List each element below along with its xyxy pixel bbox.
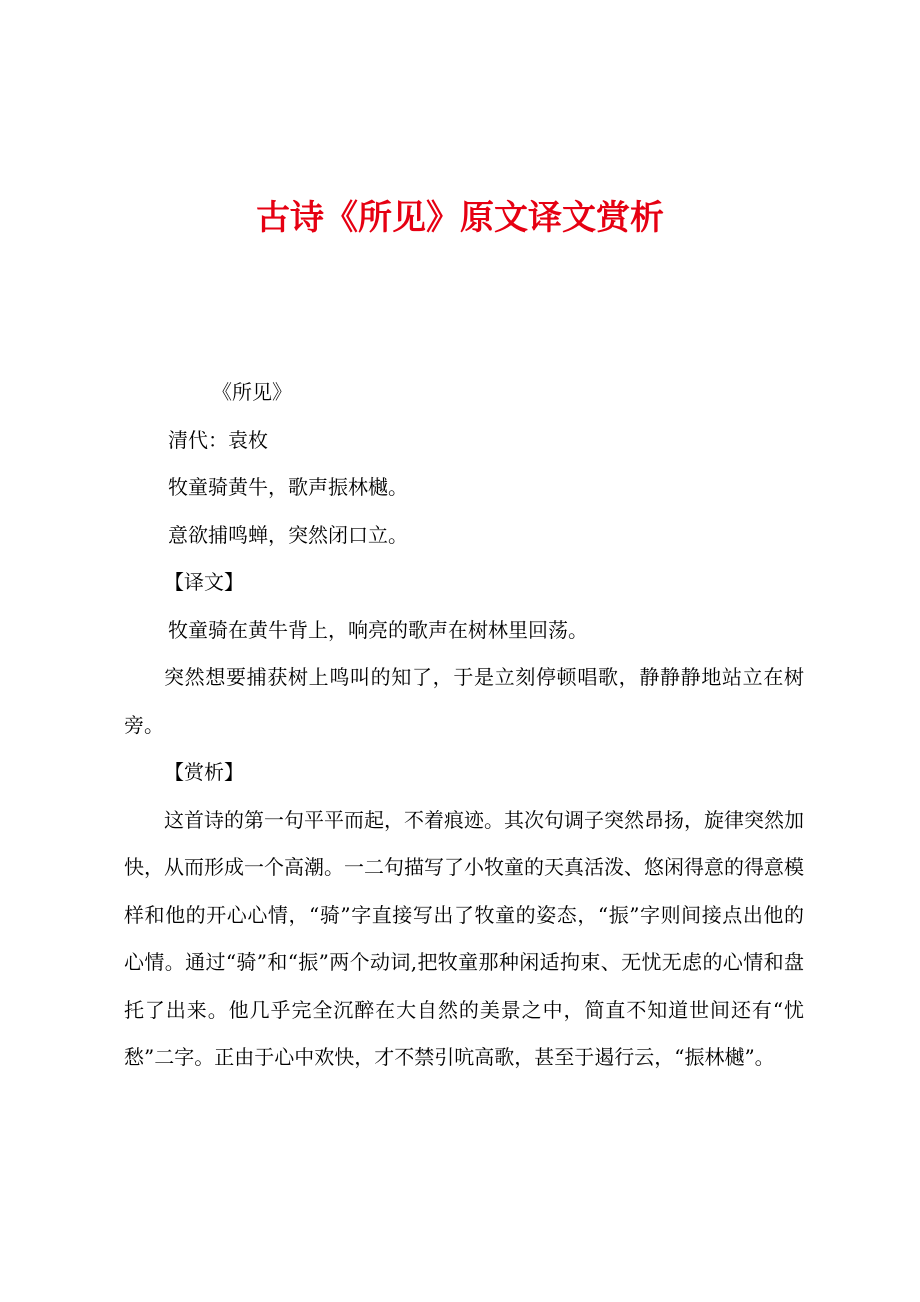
translation-paragraph: 牧童骑在黄牛背上，响亮的歌声在树林里回荡。 <box>168 617 588 642</box>
translation-heading: 【译文】 <box>164 570 244 594</box>
translation-paragraph: 突然想要捕获树上鸣叫的知了，于是立刻停顿唱歌，静静静地站立在树旁。 <box>124 665 804 737</box>
appreciation-heading: 【赏析】 <box>164 760 244 784</box>
poem-line: 意欲捕鸣蝉，突然闭口立。 <box>168 522 408 547</box>
article-body <box>124 369 804 1082</box>
poem-line: 牧童骑黄牛，歌声振林樾。 <box>168 475 408 499</box>
poem-author: 清代：袁枚 <box>168 427 268 452</box>
appreciation-paragraph: 这首诗的第一句平平而起，不着痕迹。其次句调子突然昂扬，旋律突然加快，从而形成一个高潮。一二句描写了小牧童的天真活泼、悠闲得意的得意模样和他的开心心情，“骑”字直接写出了牧童的姿态，“振”字则间接点出他的心情。通过“骑”和“振”两个动词,把牧童那种闲适拘束、无忧无虑的心情和盘托了出来。他几乎完全沉醉在大自然的美景之中，简直不知道世间还有“忧愁”二字。正由于心中欢快，才不禁引吭高歌，甚至于遏行云，“振林樾”。 <box>124 807 804 1069</box>
poem-title: 《所见》 <box>212 380 292 404</box>
page-title: 古诗《所见》原文译文赏析 <box>256 198 664 238</box>
